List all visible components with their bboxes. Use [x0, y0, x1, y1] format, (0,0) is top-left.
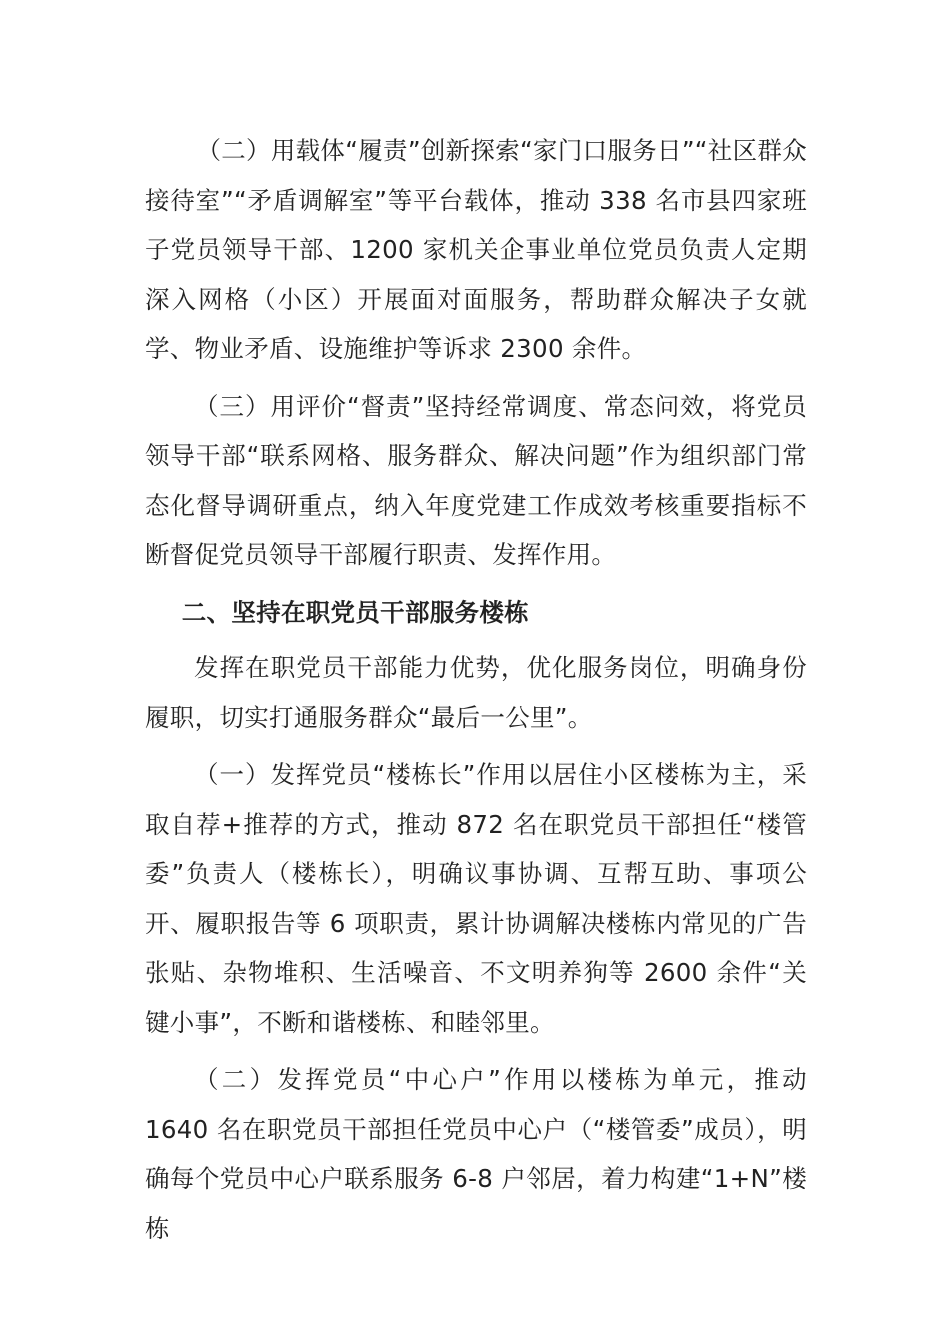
paragraph-central-household: （二）发挥党员“中心户”作用以楼栋为单元，推动 1640 名在职党员干部担任党员中心户（“楼管委”成员），明确每个党员中心户联系服务 6-8 户邻居，着力构建“1+N”楼栋: [145, 1065, 807, 1243]
paragraph-building-leader: （一）发挥党员“楼栋长”作用以居住小区楼栋为主，采取自荐+推荐的方式，推动 872 名在职党员干部担任“楼管委”负责人（楼栋长），明确议事协调、互帮互助、事项公开、履职报告等 6 项职责，累计协调解决楼栋内常见的广告张贴、杂物堆积、生活噪音、不文明养狗等 2600 余件“关键小事”，不断和谐楼栋、和睦邻里。: [145, 760, 807, 1037]
paragraph-section-intro: 发挥在职党员干部能力优势，优化服务岗位，明确身份履职，切实打通服务群众“最后一公里”。: [145, 653, 807, 732]
paragraph-carrier-duty: （二）用载体“履责”创新探索“家门口服务日”“社区群众接待室”“矛盾调解室”等平台载体，推动 338 名市县四家班子党员领导干部、1200 家机关企事业单位党员负责人定期深入网格（小区）开展面对面服务，帮助群众解决子女就学、物业矛盾、设施维护等诉求 2300 余件。: [145, 136, 807, 363]
document-body: [145, 126, 807, 1261]
paragraph-evaluation-duty: （三）用评价“督责”坚持经常调度、常态问效，将党员领导干部“联系网格、服务群众、解决问题”作为组织部门常态化督导调研重点，纳入年度党建工作成效考核重要指标不断督促党员领导干部履行职责、发挥作用。: [145, 391, 807, 569]
section-heading-building-service: 二、坚持在职党员干部服务楼栋: [181, 597, 529, 627]
